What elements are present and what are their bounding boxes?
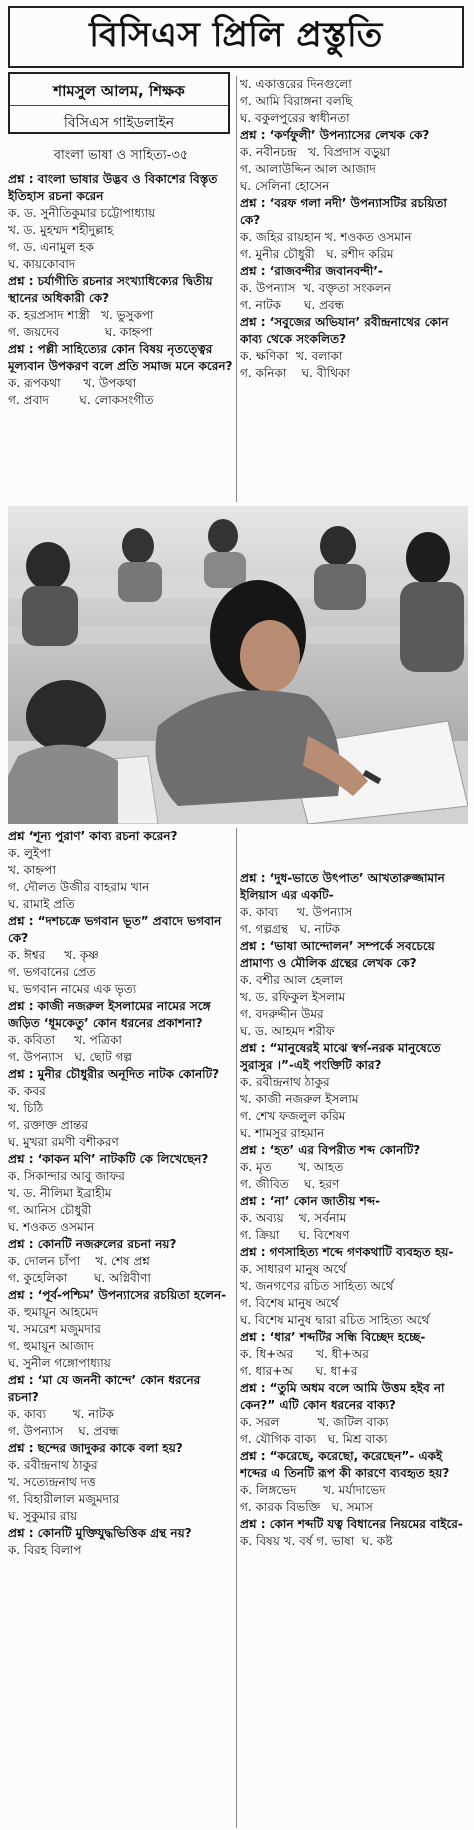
answer-option: গ. প্রবাদ ঘ. লোকসংগীত [8, 393, 154, 407]
question-text: প্রশ্ন : কোনটি মুক্তিযুদ্ধভিত্তিক গ্রন্থ নয়? [8, 1526, 192, 1540]
answer-option: ক. জহির রায়হান খ. শওকত ওসমান [240, 230, 412, 244]
answer-option: গ. আমি বিরাঙ্গনা বলছি [240, 94, 353, 108]
answer-option: ক. হরপ্রসাদ শাস্ত্রী খ. ভুসুকপা [8, 308, 154, 322]
answer-option: খ. ড. নীলিমা ইব্রাহীম [8, 1186, 112, 1200]
answer-option: ঘ. কায়কোবাদ [8, 257, 76, 271]
answer-option: ক. সাধারণ মানুষ অর্থে [240, 1262, 347, 1276]
answer-option: খ. ড. মুহম্মদ শহীদুল্লাহ [8, 223, 114, 237]
answer-option: গ. উপন্যাস ঘ. প্রবন্ধ [8, 1424, 119, 1438]
answer-option: গ. ক্রিয়া ঘ. বিশেষণ [240, 1228, 350, 1242]
answer-option: ঘ. সুনীল গঙ্গোপাধ্যায় [8, 1356, 111, 1370]
question-text: প্রশ্ন : ‘সবুজের অভিযান’ রবীন্দ্রনাথের কোন কাব্য থেকে সংকলিত? [240, 315, 453, 346]
question-text: প্রশ্ন : পল্লী সাহিত্যের কোন বিষয় নৃতত্ত্বের মূল্যবান উপকরণ বলে প্রতি সমাজ মনে করেন? [8, 342, 233, 373]
answer-option: গ. আনিস চৌধুরী [8, 1203, 92, 1217]
page-title: বিসিএস প্রিলি প্রস্তুতি [89, 14, 383, 55]
question-text: প্রশ্ন : ‘ভাষা আন্দোলন’ সম্পর্কে সবচেয়ে প্রামাণ্য ও মৌলিক গ্রন্থের লেখক কে? [240, 939, 439, 970]
answer-option: ক. রূপকথা খ. উপকথা [8, 376, 137, 390]
answer-option: গ. কুহেলিকা ঘ. অগ্নিবীণা [8, 1271, 151, 1285]
answer-option: গ. মুনীর চৌধুরী ঘ. রশীদ করিম [240, 247, 394, 261]
question-text: প্রশ্ন : ‘কর্ণফুলী’ উপন্যাসের লেখক কে? [240, 128, 430, 142]
question-text: প্রশ্ন : ‘মা যে জননী কান্দে’ কোন ধরনের রচনা? [8, 1373, 205, 1404]
answer-option: ঘ. সুকুমার রায় [8, 1509, 78, 1523]
answer-option: গ. রক্তাক্ত প্রান্তর [8, 1118, 89, 1132]
question-text: প্রশ্ন : “দশচক্রে ভগবান ভূত” প্রবাদে ভগবান কে? [8, 914, 226, 945]
answer-option: ক. অব্যয় খ. সর্বনাম [240, 1211, 347, 1225]
question-text: প্রশ্ন : কাজী নজরুল ইসলামের নামের সঙ্গে জড়িত ‘ধূমকেতু’ কোন ধরনের প্রকাশনা? [8, 999, 215, 1030]
answer-option: ক. কবর [8, 1084, 46, 1098]
answer-option: গ. বিশেষ মানুষ অর্থে [240, 1296, 339, 1310]
answer-option: ঘ. শামসুর রাহমান [240, 1126, 325, 1140]
answer-option: ঘ. সেলিনা হোসেন [240, 179, 330, 193]
answer-option: ঘ. রামাই প্রতি [8, 897, 75, 911]
question-text: প্রশ্ন ‘শূন্য পুরাণ’ কাব্য রচনা করেন? [8, 829, 178, 843]
answer-option: গ. নাটক ঘ. প্রবন্ধ [240, 298, 345, 312]
question-text: প্রশ্ন : ‘না’ কোন জাতীয় শব্দ- [240, 1194, 381, 1208]
answer-option: গ. যৌগিক বাক্য ঘ. মিশ্র বাক্য [240, 1432, 388, 1446]
question-text: প্রশ্ন : গণসাহিত্য শব্দে গণকথাটি ব্যবহৃত হয়- [240, 1245, 454, 1259]
headline-box [8, 6, 464, 68]
organization-name: বিসিএস গাইডলাইন [63, 115, 175, 131]
question-text: প্রশ্ন : ‘ধার’ শব্দটির সন্ধি বিচ্ছেদ হচ্ছে- [240, 1330, 426, 1344]
answer-option: ঘ. বিশেষ মানুষ দ্বারা রচিত সাহিত্য অর্থে [240, 1313, 430, 1327]
column-bottom-left [8, 828, 234, 1828]
question-text: প্রশ্ন : ‘কাকন মণি’ নাটকটি কে লিখেছেন? [8, 1152, 209, 1166]
answer-option: ক. দোলন চাঁপা খ. শেষ প্রশ্ন [8, 1254, 150, 1268]
question-text: প্রশ্ন : কোন শব্দটি যত্ব বিধানের নিয়মের বাইরে- [240, 1517, 463, 1531]
answer-option: ক. ধি+অর খ. ধী+অর [240, 1347, 369, 1361]
answer-option: গ. ভগবানের প্রেত [8, 965, 96, 979]
question-text: প্রশ্ন : ‘হত’ এর বিপরীত শব্দ কোনটি? [240, 1143, 421, 1157]
answer-option: ক. ঈশ্বর খ. কৃষ্ণ [8, 948, 99, 962]
answer-option: গ. জীবিত ঘ. হরণ [240, 1177, 340, 1191]
answer-option: ক. ড. সুনীতিকুমার চট্টোপাধ্যায় [8, 206, 156, 220]
answer-option: ক. বিরহ বিলাপ [8, 1543, 82, 1557]
answer-option: খ. সত্যেন্দ্রনাথ দত্ত [8, 1475, 96, 1489]
answer-option: ক. হুমায়ূন আহমেদ [8, 1305, 98, 1319]
column-divider-bottom [236, 828, 237, 1828]
answer-option: ক. ক্ষণিকা খ. বলাকা [240, 349, 343, 363]
question-text: প্রশ্ন : “তুমি অধম বলে আমি উত্তম হইব না কেন?” এটি কোন ধরনের বাক্য? [240, 1381, 449, 1412]
answer-option: ক. কাব্য খ. নাটক [8, 1407, 114, 1421]
answer-option: গ. ড. এনামুল হক [8, 240, 94, 254]
question-text: প্রশ্ন : কোনটি নজরুলের রচনা নয়? [8, 1237, 177, 1251]
answer-option: ক. রবীন্দ্রনাথ ঠাকুর [8, 1458, 98, 1472]
question-text: প্রশ্ন : ‘দুধ-ভাতে উৎপাত’ আখতারুজ্জামান ইলিয়াস এর একটি- [240, 871, 449, 902]
answer-option: ক. মৃত খ. আহত [240, 1160, 344, 1174]
question-text: প্রশ্ন : “করেছে, করেছো, করেছেন”- একই শব্দের এ তিনটি রূপ কী কারণে ব্যবহৃত হয়? [240, 1449, 450, 1480]
column-bottom-right [240, 870, 468, 1828]
answer-option: গ. জয়দেব ঘ. কাহ্নপা [8, 325, 153, 339]
answer-option: খ. কাহ্নপা [8, 863, 56, 877]
answer-option: খ. একাত্তরের দিনগুলো [240, 77, 352, 91]
question-text: প্রশ্ন : ‘রাজবন্দীর জবানবন্দী’- [240, 264, 383, 278]
answer-option: ক. সরল খ. জটিল বাক্য [240, 1415, 389, 1429]
question-text: প্রশ্ন : ছন্দের জাদুকর কাকে বলা হয়? [8, 1441, 183, 1455]
answer-option: খ. সমরেশ মজুমদার [8, 1322, 101, 1336]
answer-option: গ. গল্পগ্রন্থ ঘ. নাটক [240, 922, 341, 936]
answer-option: খ. জনগণের রচিত সাহিত্য অর্থে [240, 1279, 394, 1293]
exam-hall-photo [8, 506, 468, 824]
question-text: প্রশ্ন : মুনীর চৌধুরীর অনূদিত নাটক কোনটি? [8, 1067, 220, 1081]
answer-option: গ. কনিকা ঘ. বীথিকা [240, 366, 350, 380]
answer-option: ক. কাব্য খ. উপন্যাস [240, 905, 353, 919]
answer-option: গ. হুমায়ূন আজাদ [8, 1339, 94, 1353]
section-heading: বাংলা ভাষা ও সাহিত্য-৩৫ [53, 148, 189, 163]
byline-divider [10, 105, 228, 106]
answer-option: গ. আলাউদ্দিন আল আজাদ [240, 162, 376, 176]
answer-option: গ. কারক বিভক্তি ঘ. সমাস [240, 1500, 373, 1514]
answer-option: গ. বিহারীলাল মজুমদার [8, 1492, 120, 1506]
answer-option: ঘ. শওকত ওসমান [8, 1220, 95, 1234]
answer-option: খ. চিঠি [8, 1101, 44, 1115]
answer-option: ক. উপন্যাস খ. বক্তৃতা সংকলন [240, 281, 391, 295]
exam-hall-illustration [8, 506, 468, 824]
answer-option: ক. রবীন্দ্রনাথ ঠাকুর [240, 1075, 330, 1089]
author-name: শামসুল আলম, শিক্ষক [53, 82, 185, 100]
answer-option: ক. লুইপা [8, 846, 51, 860]
answer-option: ক. বশীর আল হেলাল [240, 973, 343, 987]
answer-option: ক. সিকান্দার আবু জাফর [8, 1169, 125, 1183]
question-text: প্রশ্ন : চর্যাগীতি রচনার সংখ্যাধিক্যের দ্বিতীয় স্থানের অধিকারী কে? [8, 274, 217, 305]
question-text: প্রশ্ন : “মানুষেরই মাঝে স্বর্গ-নরক মানুষেতে সুরাসুর ।”-এই পংক্তিটি কার? [240, 1041, 445, 1072]
answer-option: গ. শেখ ফজলুল করিম [240, 1109, 346, 1123]
question-text: প্রশ্ন : বাংলা ভাষার উদ্ভব ও বিকাশের বিস্তৃত ইতিহাস রচনা করেন [8, 172, 222, 203]
answer-option: ক. লিঙ্গভেদ খ. মর্যাদাভেদ [240, 1483, 386, 1497]
answer-option: ক. বিষয় খ. বর্ষ গ. ভাষা ঘ. কষ্ট [240, 1534, 393, 1548]
answer-option: ক. কবিতা খ. পত্রিকা [8, 1033, 122, 1047]
answer-option: ক. নবীনচন্দ্র খ. বিপ্রদাস বড়ুয়া [240, 145, 390, 159]
question-text: প্রশ্ন : ‘বরফ গলা নদী’ উপন্যাসটির রচয়িতা কে? [240, 196, 452, 227]
question-text: প্রশ্ন : ‘পূর্ব-পশ্চিম’ উপন্যাসের রচয়িতা হলেন- [8, 1288, 227, 1302]
column-top-right [240, 76, 468, 502]
answer-option: গ. উপন্যাস ঘ. ছোট গল্প [8, 1050, 132, 1064]
answer-option: ঘ. বকুলপুরের স্বাধীনতা [240, 111, 350, 125]
answer-option: গ. বদরুদ্দীন উমর [240, 1007, 324, 1021]
answer-option: খ. কাজী নজরুল ইসলাম [240, 1092, 359, 1106]
answer-option: ঘ. ভগবান নামের এক ভৃত্য [8, 982, 137, 996]
column-top-left [8, 146, 234, 490]
byline-box [8, 72, 230, 134]
answer-option: গ. ধার+অ ঘ. ধা+র [240, 1364, 358, 1378]
column-divider-top [236, 76, 237, 502]
answer-option: ঘ. ড. আহমদ শরীফ [240, 1024, 335, 1038]
answer-option: খ. ড. রফিকুল ইসলাম [240, 990, 346, 1004]
answer-option: ঘ. মুখরা রমণী বশীকরণ [8, 1135, 119, 1149]
answer-option: গ. দৌলত উজীর বাহরাম খান [8, 880, 150, 894]
